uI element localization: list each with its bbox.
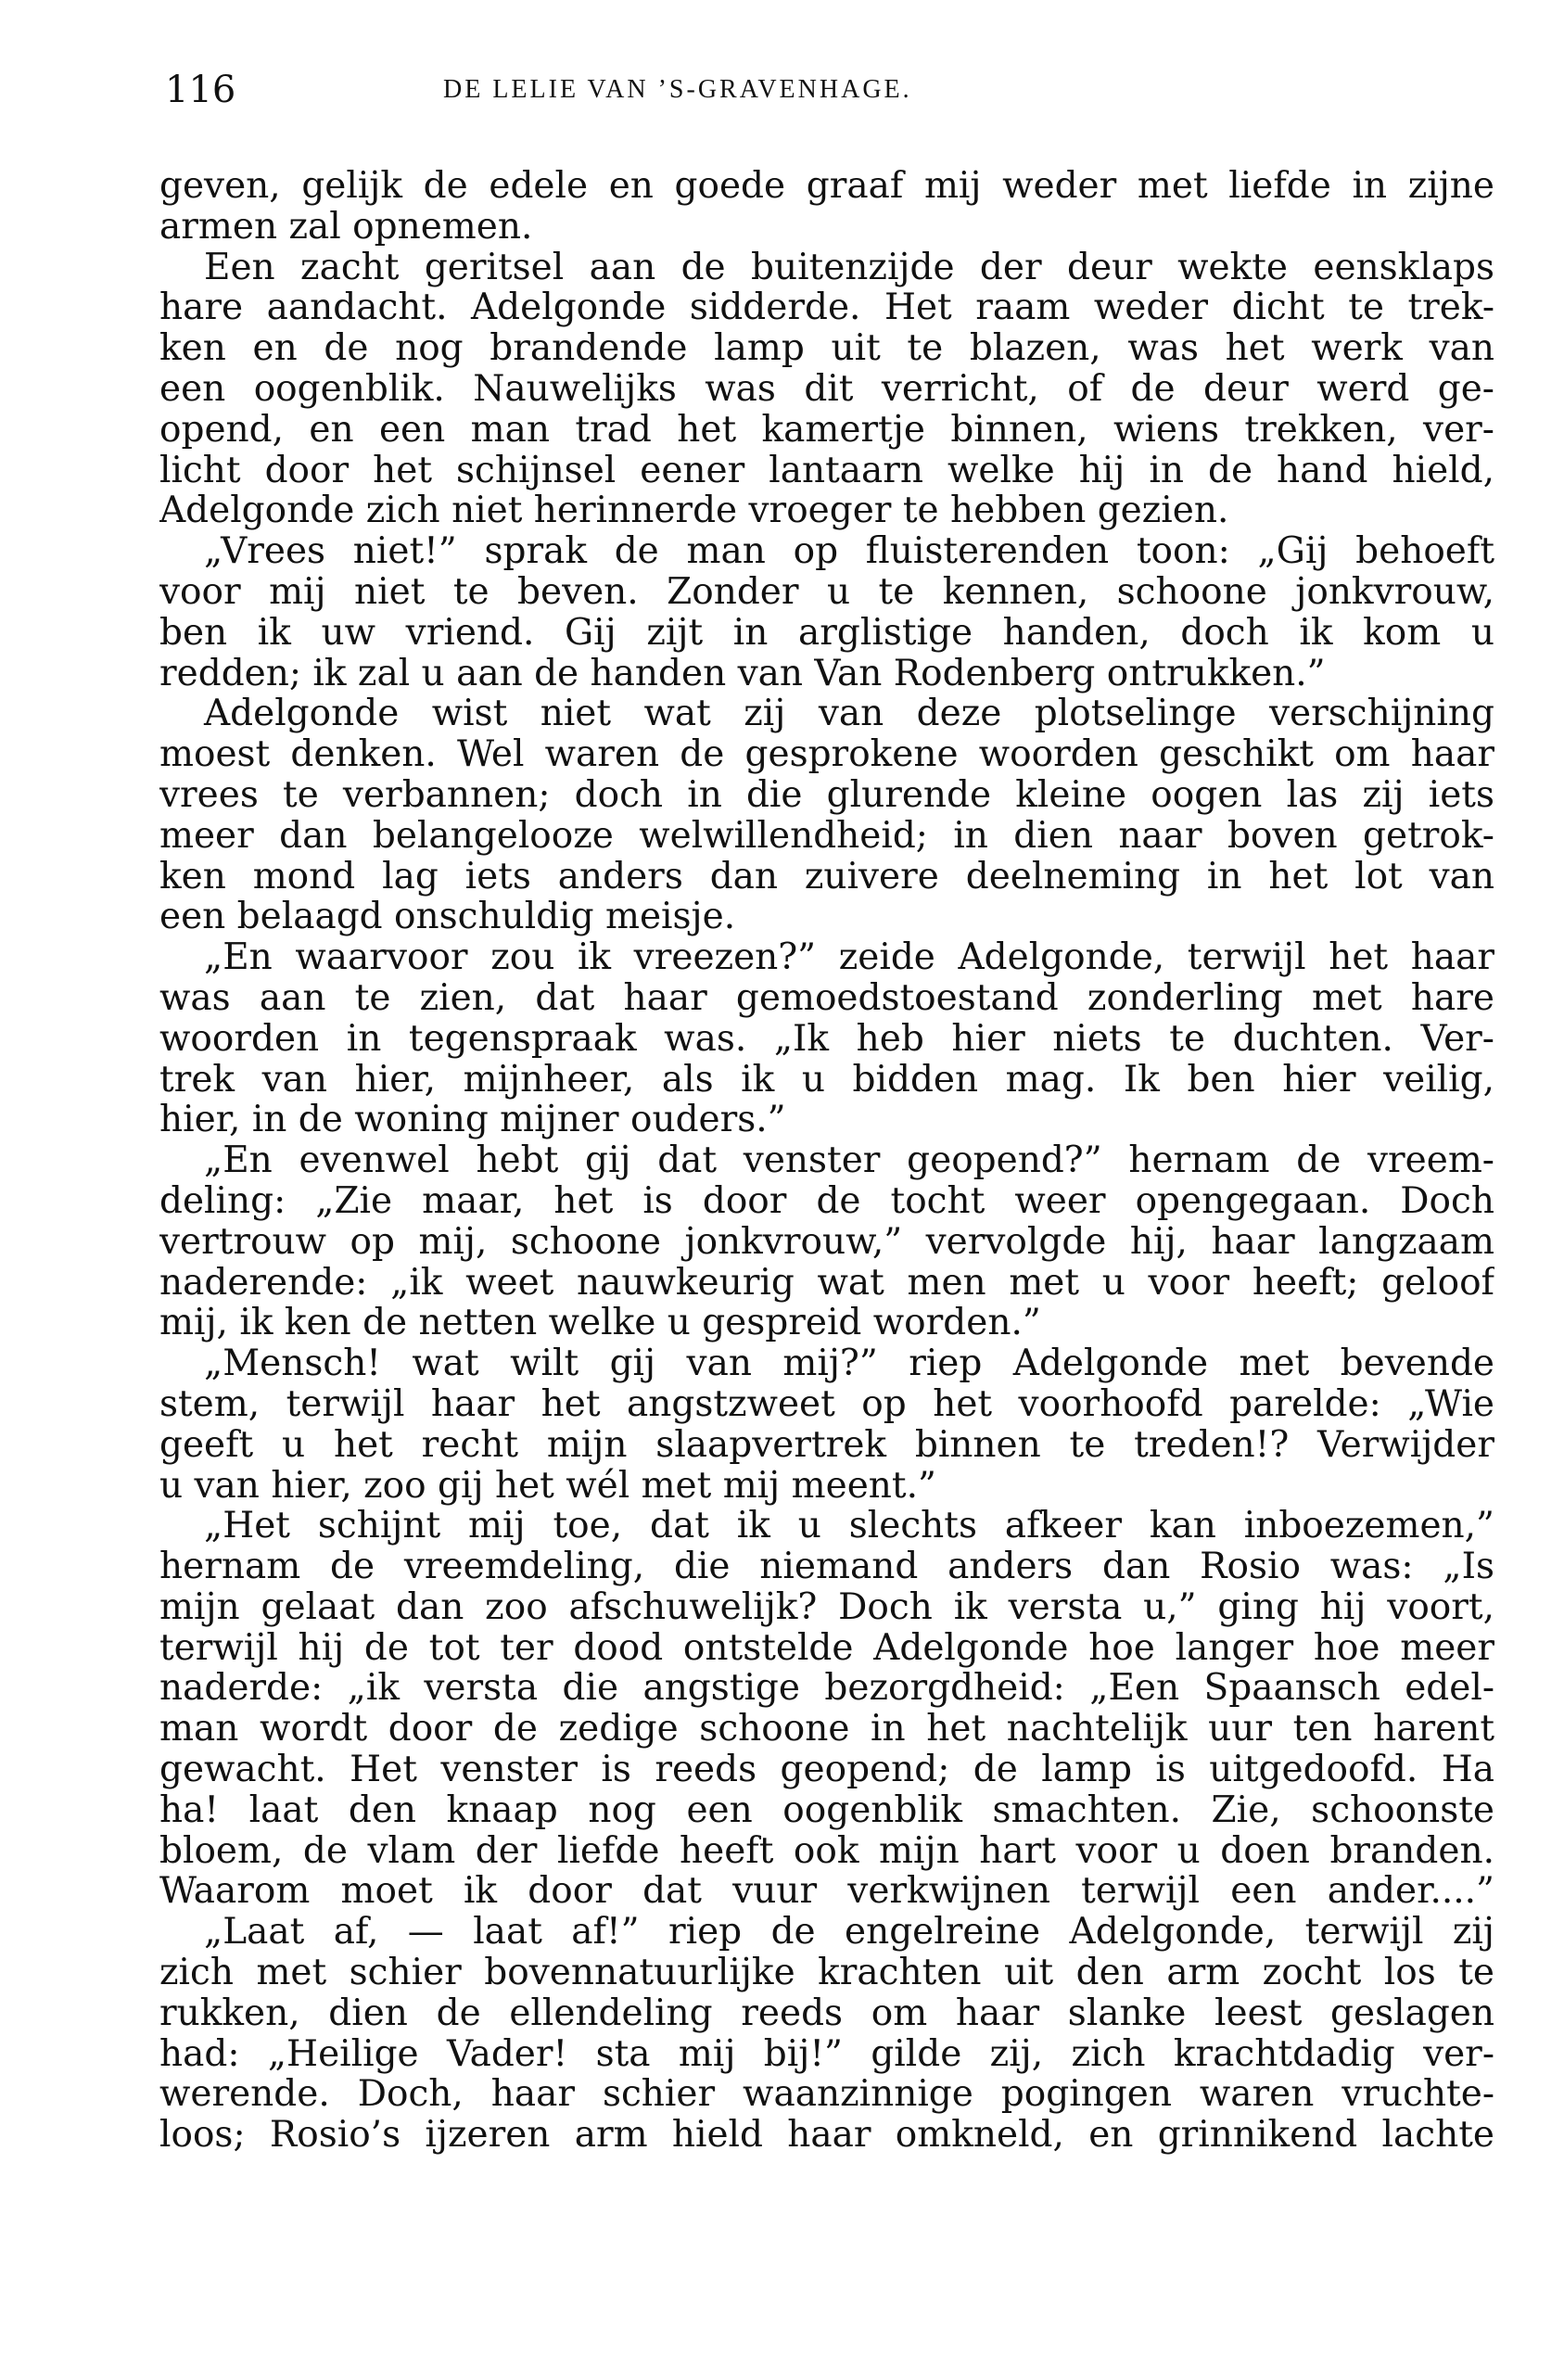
text-line: Een zacht geritsel aan de buitenzijde der deur wekte eensklaps xyxy=(204,247,1494,288)
text-line: vrees te verbannen; doch in die glurende kleine oogen las zij iets xyxy=(159,774,1494,816)
text-line: u van hier, zoo gij het wél met mij meent.” xyxy=(159,1465,936,1507)
text-line: „Mensch! wat wilt gij van mij?” riep Adelgonde met bevende xyxy=(204,1343,1494,1384)
text-line: had: „Heilige Vader! sta mij bij!” gilde zij, zich krachtdadig ver- xyxy=(159,2033,1494,2075)
text-line: „Laat af, — laat af!” riep de engelreine Adelgonde, terwijl zij xyxy=(204,1912,1494,1954)
text-line: redden; ik zal u aan de handen van Van Rodenberg ontrukken.” xyxy=(159,653,1326,694)
text-line: woorden in tegenspraak was. „Ik heb hier niets te duchten. Ver- xyxy=(159,1018,1494,1060)
text-line: gewacht. Het venster is reeds geopend; de lamp is uitgedoofd. Ha xyxy=(159,1750,1494,1790)
text-line: ha! laat den knaap nog een oogenblik smachten. Zie, schoonste xyxy=(159,1789,1494,1831)
text-line: mijn gelaat dan zoo afschuwelijk? Doch ik versta u,” ging hij voort, xyxy=(159,1586,1494,1628)
text-line: Adelgonde zich niet herinnerde vroeger te hebben gezien. xyxy=(159,490,1229,532)
text-line: mij, ik ken de netten welke u gespreid worden.” xyxy=(159,1303,1041,1344)
text-line: een belaagd onschuldig meisje. xyxy=(159,897,736,938)
body-text xyxy=(159,166,1494,2156)
text-line: was aan te zien, dat haar gemoedstoestand zonderling met hare xyxy=(159,977,1494,1019)
text-line: een oogenblik. Nauwelijks was dit verricht, of de deur werd ge- xyxy=(159,368,1494,410)
text-line: ken en de nog brandende lamp uit te blazen, was het werk van xyxy=(159,328,1494,369)
text-line: licht door het schijnsel eener lantaarn welke hij in de hand hield, xyxy=(159,450,1494,491)
text-line: geeft u het recht mijn slaapvertrek binnen te treden!? Verwijder xyxy=(159,1424,1494,1466)
text-line: moest denken. Wel waren de gesprokene woorden geschikt om haar xyxy=(159,734,1494,775)
text-line: naderde: „ik versta die angstige bezorgdheid: „Een Spaansch edel- xyxy=(159,1668,1494,1710)
text-line: bloem, de vlam der liefde heeft ook mijn hart voor u doen branden. xyxy=(159,1830,1494,1872)
text-line: vertrouw op mij, schoone jonkvrouw,” vervolgde hij, haar langzaam xyxy=(159,1221,1494,1263)
text-line: hernam de vreemdeling, die niemand anders dan Rosio was: „Is xyxy=(159,1546,1494,1587)
text-line: meer dan belangelooze welwillendheid; in dien naar boven getrok- xyxy=(159,815,1494,857)
text-line: armen zal opnemen. xyxy=(159,206,533,248)
text-line: deling: „Zie maar, het is door de tocht weer opengegaan. Doch xyxy=(159,1180,1494,1222)
text-line: man wordt door de zedige schoone in het nachtelijk uur ten harent xyxy=(159,1709,1494,1750)
text-line: ken mond lag iets anders dan zuivere deelneming in het lot van xyxy=(159,856,1494,897)
text-line: stem, terwijl haar het angstzweet op het voorhoofd parelde: „Wie xyxy=(159,1383,1494,1425)
text-line: Adelgonde wist niet wat zij van deze plotselinge verschijning xyxy=(204,694,1494,735)
text-line: trek van hier, mijnheer, als ik u bidden mag. Ik ben hier veilig, xyxy=(159,1059,1494,1101)
text-line: rukken, dien de ellendeling reeds om haar slanke leest geslagen xyxy=(159,1992,1494,2034)
page-header xyxy=(165,67,1493,113)
text-line: naderende: „ik weet nauwkeurig wat men met u voor heeft; geloof xyxy=(159,1262,1494,1304)
text-line: Waarom moet ik door dat vuur verkwijnen terwijl een ander....” xyxy=(159,1871,1494,1913)
page-number: 116 xyxy=(165,69,236,111)
text-line: ben ik uw vriend. Gij zijt in arglistige handen, doch ik kom u xyxy=(159,612,1494,654)
text-line: voor mij niet te beven. Zonder u te kennen, schoone jonkvrouw, xyxy=(159,571,1494,613)
text-line: „Het schijnt mij toe, dat ik u slechts afkeer kan inboezemen,” xyxy=(204,1506,1494,1547)
text-line: geven, gelijk de edele en goede graaf mij weder met liefde in zijne xyxy=(159,166,1494,207)
text-line: loos; Rosio’s ijzeren arm hield haar omkneld, en grinnikend lachte xyxy=(159,2115,1494,2157)
text-line: opend, en een man trad het kamertje binnen, wiens trekken, ver- xyxy=(159,409,1494,451)
text-line: terwijl hij de tot ter dood ontstelde Adelgonde hoe langer hoe meer xyxy=(159,1627,1494,1669)
text-line: hare aandacht. Adelgonde sidderde. Het raam weder dicht te trek- xyxy=(159,287,1494,329)
text-line: werende. Doch, haar schier waanzinnige pogingen waren vruchte- xyxy=(159,2074,1494,2116)
text-line: „En waarvoor zou ik vreezen?” zeide Adelgonde, terwijl het haar xyxy=(204,937,1494,978)
text-line: „En evenwel hebt gij dat venster geopend?” hernam de vreem- xyxy=(204,1140,1494,1181)
text-line: „Vrees niet!” sprak de man op fluisterenden toon: „Gij behoeft xyxy=(204,531,1494,572)
text-line: hier, in de woning mijner ouders.” xyxy=(159,1100,786,1141)
text-line: zich met schier bovennatuurlijke krachten uit den arm zocht los te xyxy=(159,1953,1494,1993)
running-title: DE LELIE VAN ’S-GRAVENHAGE. xyxy=(443,75,912,104)
